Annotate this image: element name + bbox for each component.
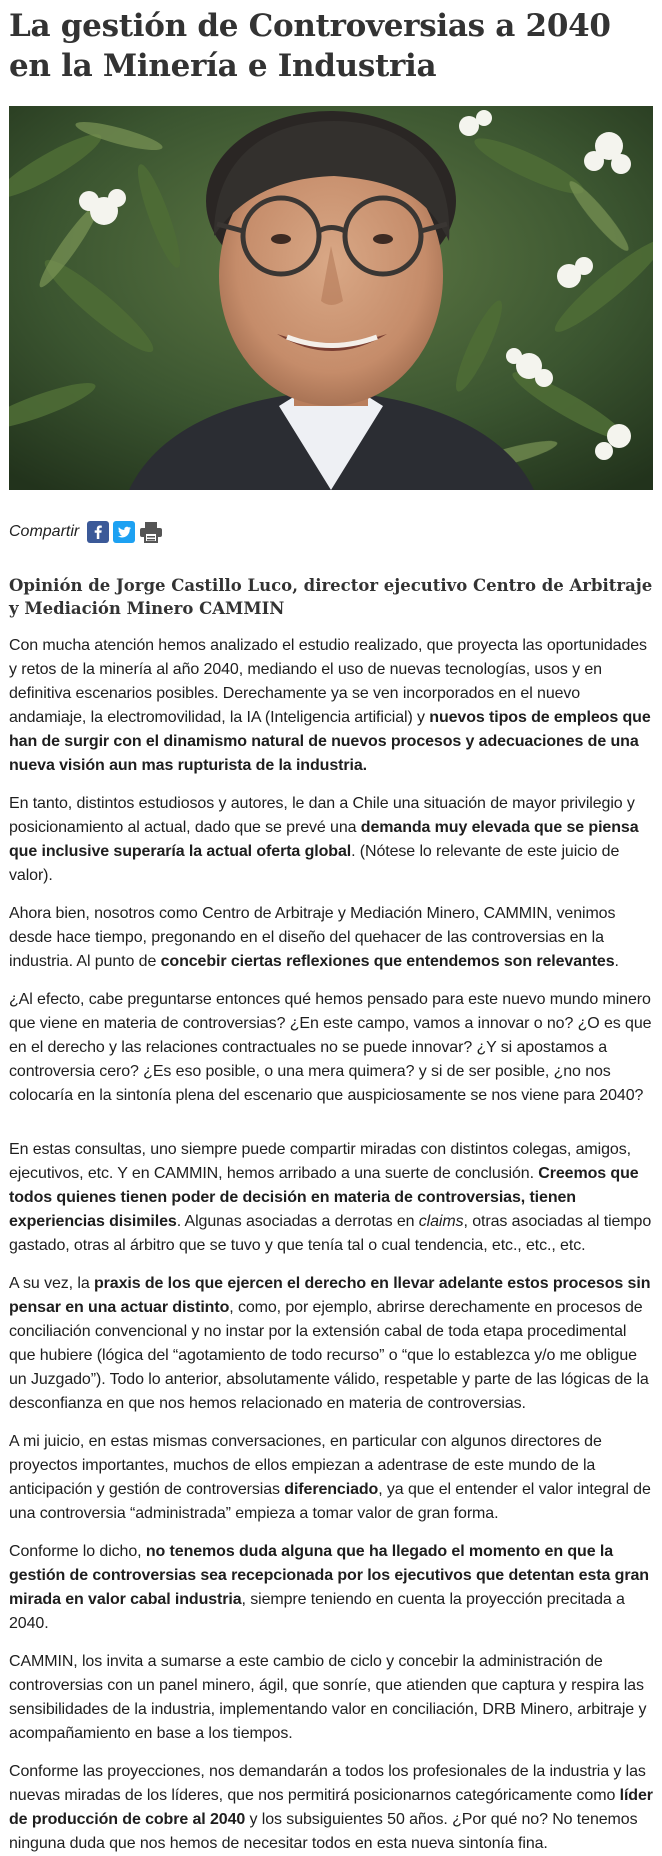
text-run: A su vez, la xyxy=(9,1275,94,1292)
text-run: Ahora bien, nosotros como Centro de Arbitraje y Mediación Minero, CAMMIN, venimos desde hace tiempo, pregonando en el diseño del quehacer de las controversias en la industria. Al punto de xyxy=(9,905,616,970)
paragraph xyxy=(9,1430,653,1526)
paragraph xyxy=(9,792,653,888)
text-run: y los subsiguientes 50 años. ¿Por qué no? No tenemos ninguna duda que nos hemos de necesitar todos en esta nueva sintonía fina. xyxy=(9,1811,638,1852)
facebook-icon[interactable] xyxy=(87,521,109,543)
bold-text: no tenemos duda alguna que ha llegado el momento en que la gestión de controversias sea recepcionada por los ejecutivos que detentan esta gran mirada en valor cabal industria xyxy=(9,1543,649,1608)
bold-text: líder de producción de cobre al 2040 xyxy=(9,1787,653,1828)
article-byline: Opinión de Jorge Castillo Luco, director ejecutivo Centro de Arbitraje y Mediación Minero CAMMIN xyxy=(9,576,653,618)
text-run: CAMMIN, los invita a sumarse a este cambio de ciclo y concebir la administración de controversias con un panel minero, ágil, que sonríe, que atienden que captura y respira las sensibilidades de la industria, implementando valor en conciliación, DRB Minero, arbitraje y acompañamiento en base a los tiempos. xyxy=(9,1653,647,1742)
text-run: , como, por ejemplo, abrirse derechamente en procesos de conciliación convencional y no instar por la extensión cabal de toda etapa procedimental que hubiere (lógica del “agotamiento de todo recurso” o “que lo establezca y/o me obligue un Juzgado”). Todo lo anterior, absolutamente válido, respetable y parte de las lógicas de la desconfianza en que nos hemos relacionado en materia de controversias. xyxy=(9,1299,649,1412)
bold-text: demanda muy elevada que se piensa que inclusive superaría la actual oferta global xyxy=(9,819,639,860)
bold-text: Creemos que todos quienes tienen poder de decisión en materia de controversias, tienen experiencias disimiles xyxy=(9,1165,639,1230)
article-body xyxy=(9,634,653,1856)
italic-text: claims xyxy=(418,1213,464,1230)
paragraph xyxy=(9,1138,653,1258)
text-run: , ya que el entender el valor integral de una controversia “administrada” empieza a tomar valor de gran forma. xyxy=(9,1481,651,1522)
text-run: , siempre teniendo en cuenta la proyección precitada a 2040. xyxy=(9,1591,625,1632)
article-page xyxy=(0,6,662,1852)
author-photo xyxy=(9,106,653,490)
article-title: La gestión de Controversias a 2040 en la Minería e Industria xyxy=(9,8,611,84)
bold-text: nuevos tipos de empleos que han de surgir con el dinamismo natural de nuevos procesos y adecuaciones de una nueva visión aun mas rupturista de la industria. xyxy=(9,709,651,774)
text-run: . xyxy=(614,953,619,970)
paragraph xyxy=(9,902,653,974)
text-run: Con mucha atención hemos analizado el estudio realizado, que proyecta las oportunidades y retos de la minería al año 2040, mediando el uso de nuevas tecnologías, usos y en definitiva escenarios posibles. Derechamente ya se ven incorporados en el nuevo andamiaje, la electromovilidad, la IA (Inteligencia artificial) y xyxy=(9,637,647,726)
bold-text: concebir ciertas reflexiones que entendemos son relevantes xyxy=(160,953,615,970)
text-run: . (Nótese lo relevante de este juicio de valor). xyxy=(9,843,620,884)
text-run: Conforme las proyecciones, nos demandarán a todos los profesionales de la industria y las nuevas miradas de los líderes, que nos permitirá posicionarnos categóricamente como xyxy=(9,1763,646,1804)
twitter-icon[interactable] xyxy=(113,521,135,543)
paragraph xyxy=(9,1272,653,1416)
paragraph xyxy=(9,1540,653,1636)
print-icon[interactable] xyxy=(139,521,161,543)
paragraph xyxy=(9,988,653,1108)
text-run: . Algunas asociadas a derrotas en xyxy=(176,1213,419,1230)
paragraph xyxy=(9,1650,653,1746)
text-run: A mi juicio, en estas mismas conversaciones, en particular con algunos directores de proyectos importantes, muchos de ellos empiezan a adentrase de este mundo de la anticipación y gestión de controversias xyxy=(9,1433,602,1498)
paragraph xyxy=(9,634,653,778)
text-run: , otras asociadas al tiempo gastado, otras al árbitro que se tuvo y que tenía tal o cual tendencia, etc., etc., etc. xyxy=(9,1213,652,1254)
bold-text: praxis de los que ejercen el derecho en llevar adelante estos procesos sin pensar en una actuar distinto xyxy=(9,1275,651,1316)
bold-text: diferenciado xyxy=(284,1481,379,1498)
text-run: En tanto, distintos estudiosos y autores, le dan a Chile una situación de mayor privilegio y posicionamiento al actual, dado que se prevé una xyxy=(9,795,635,836)
paragraph xyxy=(9,1760,653,1856)
share-label: Compartir xyxy=(9,523,80,540)
share-bar xyxy=(9,518,653,546)
text-run: En estas consultas, uno siempre puede compartir miradas con distintos colegas, amigos, ejecutivos, etc. Y en CAMMIN, hemos arribado a una suerte de conclusión. xyxy=(9,1141,631,1182)
text-run: ¿Al efecto, cabe preguntarse entonces qué hemos pensado para este nuevo mundo minero que viene en materia de controversias? ¿En este campo, vamos a innovar o no? ¿O es que en el derecho y las relaciones contractuales no se puede innovar? ¿Y si apostamos a controversia cero? ¿Es eso posible, o una mera quimera? y si de ser posible, ¿no nos colocaría en la sintonía plena del escenario que auspiciosamente se nos viene para 2040? xyxy=(9,991,652,1104)
text-run: Conforme lo dicho, xyxy=(9,1543,146,1560)
